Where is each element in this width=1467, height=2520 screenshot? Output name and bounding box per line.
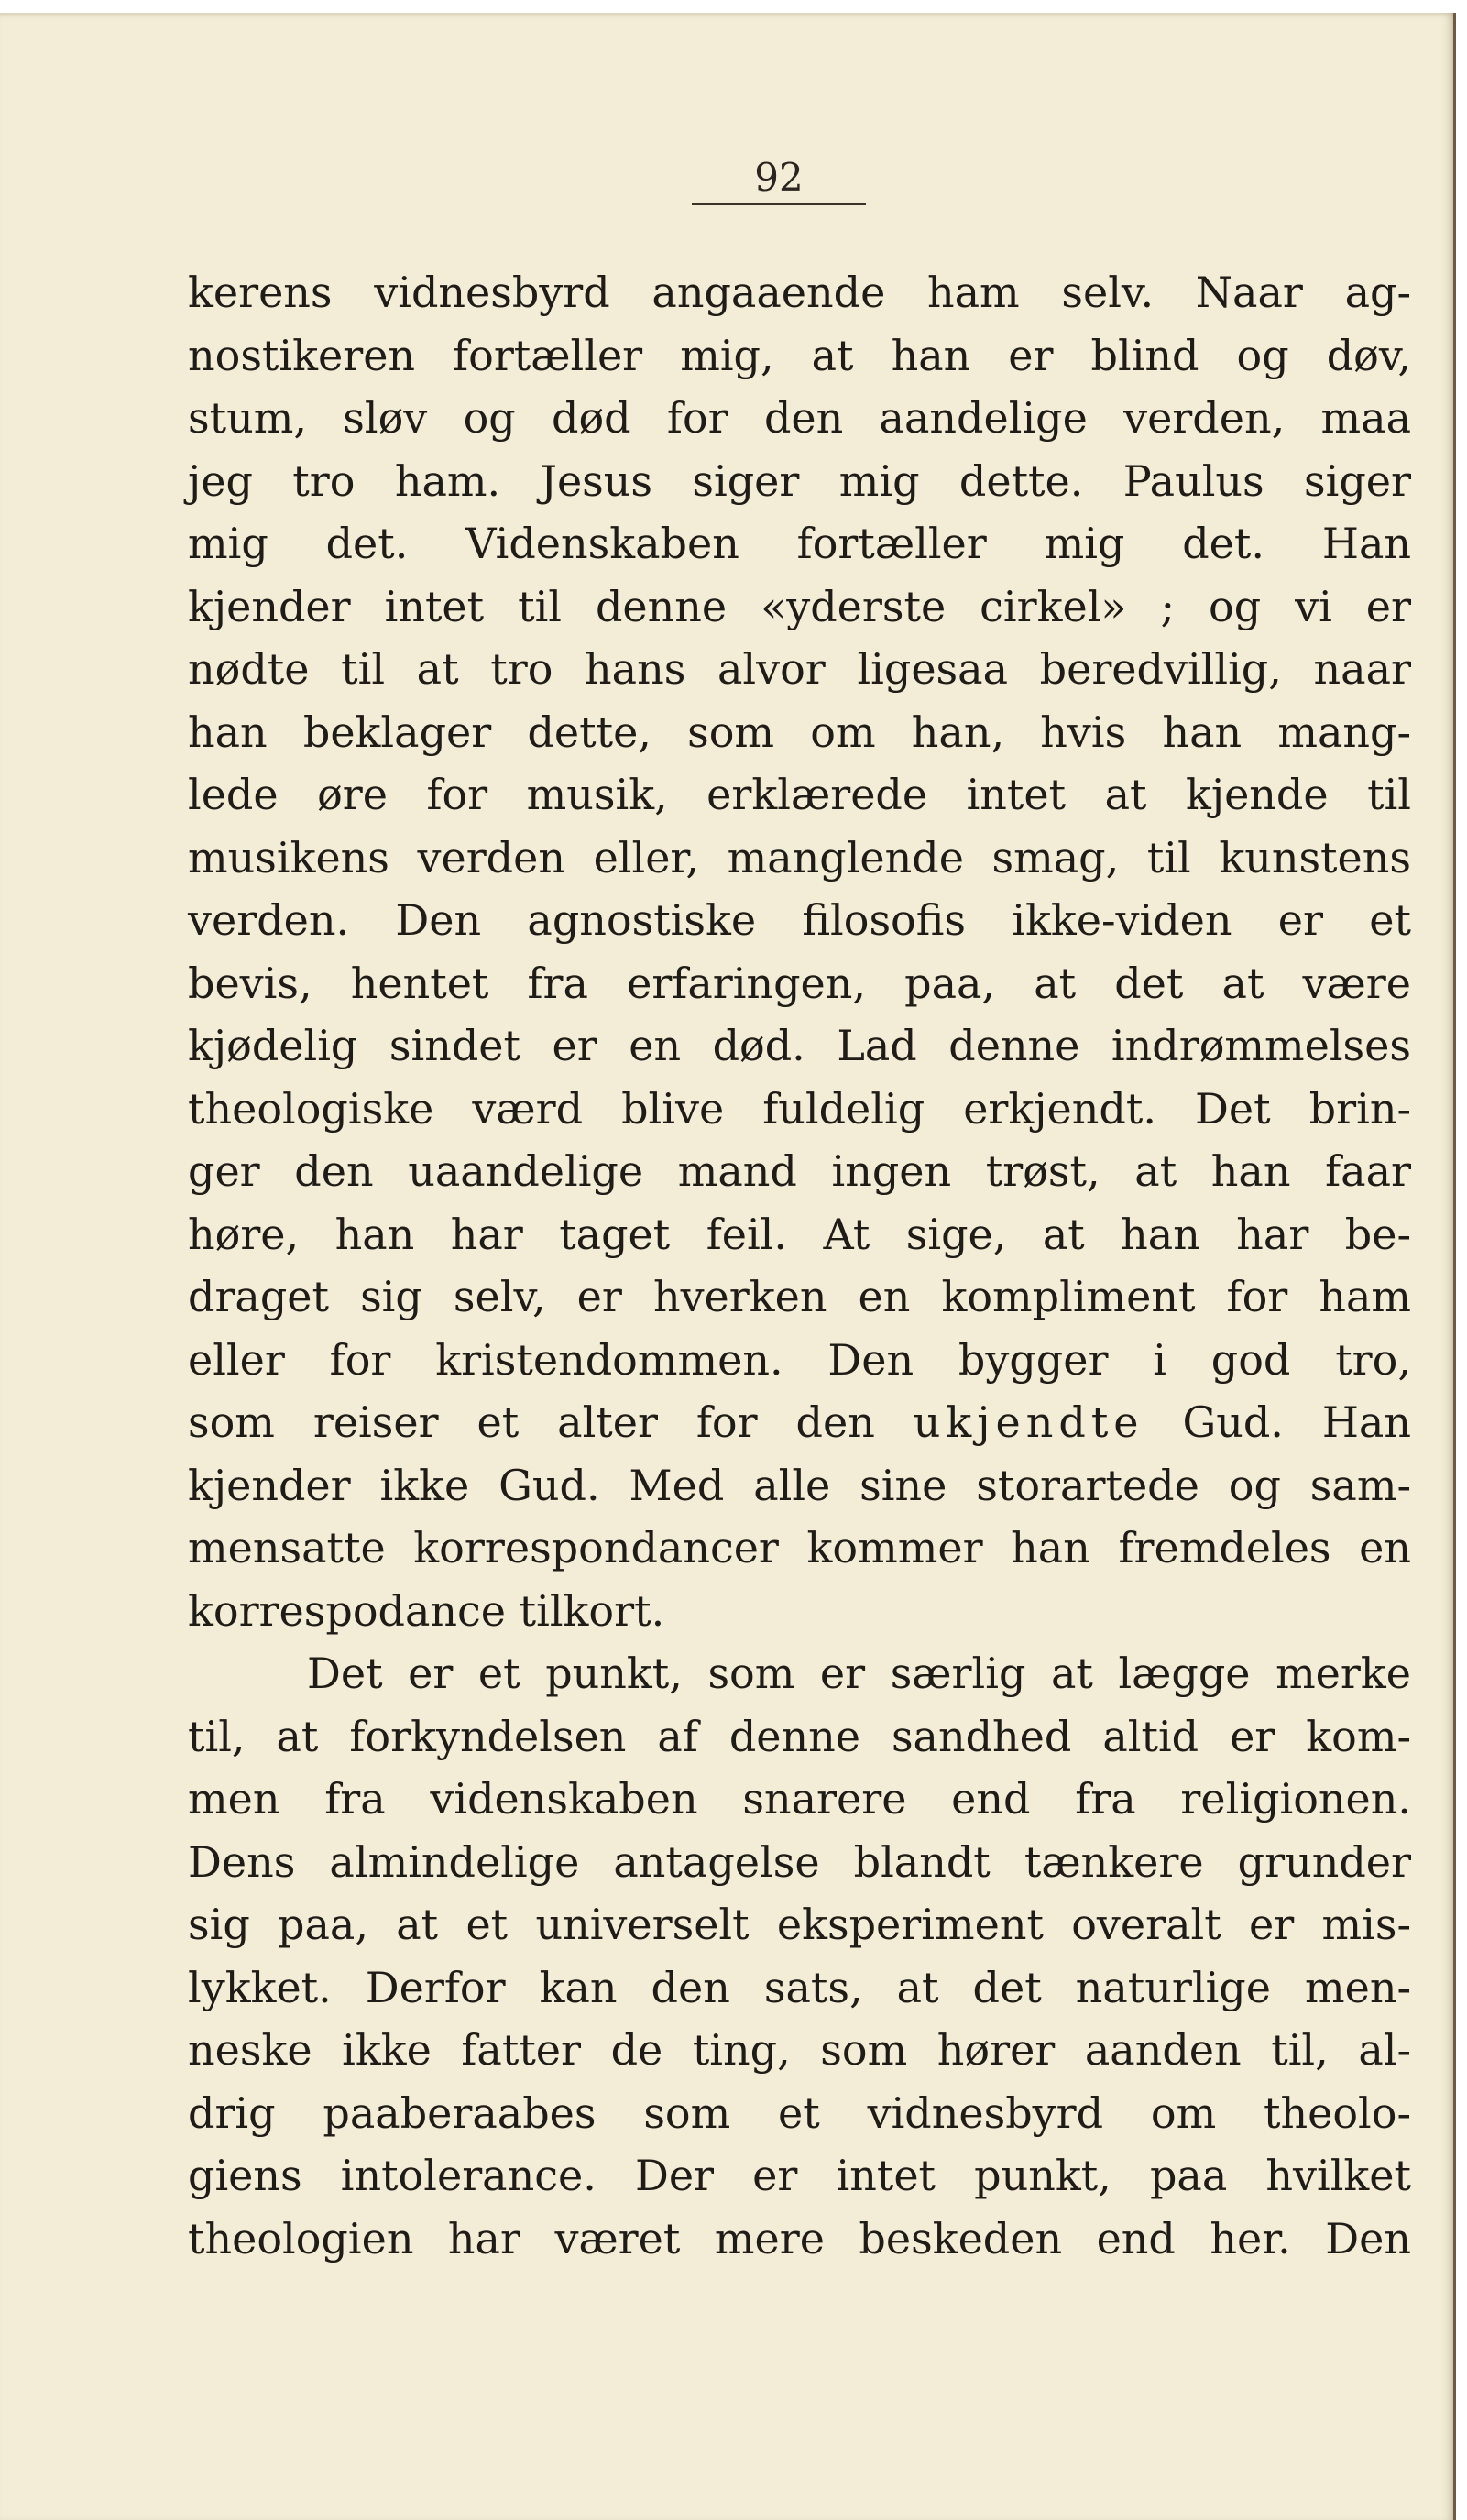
text-line: neske ikke fatter de ting, som hører aanden til, al- xyxy=(188,2025,1411,2075)
text-line: stum, sløv og død for den aandelige verden, maa xyxy=(188,393,1411,443)
text-line: nødte til at tro hans alvor ligesaa beredvillig, naar xyxy=(188,644,1411,694)
text-line: theologiske værd blive fuldelig erkjendt. Det brin- xyxy=(188,1083,1411,1134)
text-line: nostikeren fortæller mig, at han er blind og døv, xyxy=(188,330,1411,380)
spaced-word: ukjendte xyxy=(913,1397,1144,1447)
text-line: Det er et punkt, som er særlig at lægge merke xyxy=(307,1649,1411,1698)
text-line: Dens almindelige antagelse blandt tænkere grunder xyxy=(188,1836,1411,1887)
text-line: jeg tro ham. Jesus siger mig dette. Paulus siger xyxy=(188,455,1411,506)
text-line: til, at forkyndelsen af denne sandhed altid er kom- xyxy=(188,1711,1411,1761)
paragraph-1 xyxy=(188,261,1411,1642)
text-line: draget sig selv, er hverken en kompliment for ham xyxy=(188,1272,1411,1321)
text-line-spaced xyxy=(188,1391,1411,1454)
text-line: men fra videnskaben snarere end fra religionen. xyxy=(188,1774,1411,1824)
text-line: kerens vidnesbyrd angaaende ham selv. Naar ag- xyxy=(188,268,1411,317)
text-line: ger den uaandelige mand ingen trøst, at han faar xyxy=(188,1146,1411,1196)
text-segment: som reiser et alter for den xyxy=(188,1397,914,1447)
text-line: korrespodance tilkort. xyxy=(188,1585,665,1636)
text-line: verden. Den agnostiske filosofis ikke-viden er et xyxy=(188,895,1411,945)
text-line: drig paaberaabes som et vidnesbyrd om theolo- xyxy=(188,2087,1411,2138)
text-line: han beklager dette, som om han, hvis han mang- xyxy=(188,707,1411,757)
text-line: lede øre for musik, erklærede intet at kjende til xyxy=(188,770,1411,819)
text-line: theologien har været mere beskeden end her. Den xyxy=(188,2213,1411,2263)
text-line: lykket. Derfor kan den sats, at det naturlige men- xyxy=(188,1962,1411,2012)
text-segment: Gud. Han xyxy=(1144,1397,1411,1447)
page-number: 92 xyxy=(692,156,866,205)
text-line: giens intolerance. Der er intet punkt, paa hvilket xyxy=(188,2151,1411,2200)
text-line: kjender ikke Gud. Med alle sine storartede og sam- xyxy=(188,1460,1411,1510)
text-line: mensatte korrespondancer kommer han fremdeles en xyxy=(188,1523,1411,1572)
text-line: musikens verden eller, manglende smag, til kunstens xyxy=(188,832,1411,882)
text-line: kjender intet til denne «yderste cirkel» ; og vi er xyxy=(188,581,1411,631)
text-line: bevis, hentet fra erfaringen, paa, at det at være xyxy=(188,958,1411,1008)
body-text xyxy=(188,261,1411,2270)
text-line: eller for kristendommen. Den bygger i god tro, xyxy=(188,1334,1411,1385)
text-line: sig paa, at et universelt eksperiment overalt er mis- xyxy=(188,1900,1411,1949)
text-line: mig det. Videnskaben fortæller mig det. Han xyxy=(188,519,1411,568)
text-line: kjødelig sindet er en død. Lad denne indrømmelses xyxy=(188,1021,1411,1070)
text-line: høre, han har taget feil. At sige, at han har be- xyxy=(188,1209,1411,1259)
paragraph-2 xyxy=(188,1642,1411,2270)
